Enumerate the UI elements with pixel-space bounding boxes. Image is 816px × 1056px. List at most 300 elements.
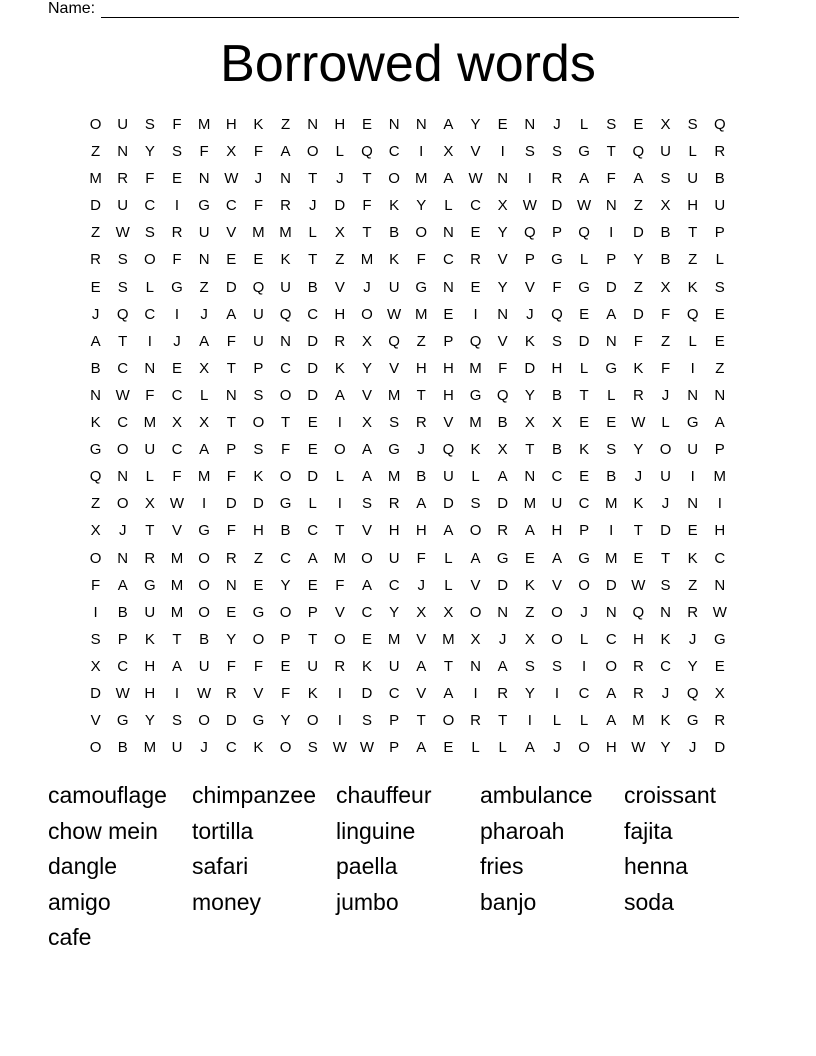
grid-letter[interactable]: J: [118, 522, 127, 540]
grid-letter[interactable]: P: [714, 224, 725, 242]
grid-letter[interactable]: D: [605, 576, 617, 594]
grid-letter[interactable]: T: [308, 170, 318, 188]
grid-letter[interactable]: L: [471, 739, 480, 757]
grid-letter[interactable]: H: [415, 522, 427, 540]
grid-letter[interactable]: O: [605, 657, 618, 675]
grid-letter[interactable]: N: [280, 332, 291, 350]
grid-letter[interactable]: U: [117, 197, 129, 215]
grid-letter[interactable]: M: [604, 495, 618, 513]
grid-letter[interactable]: L: [498, 739, 507, 757]
grid-letter[interactable]: A: [579, 170, 590, 188]
grid-letter[interactable]: G: [252, 603, 265, 621]
grid-letter[interactable]: A: [606, 684, 617, 702]
grid-letter[interactable]: J: [526, 305, 534, 323]
grid-letter[interactable]: N: [524, 468, 536, 486]
grid-letter[interactable]: Y: [280, 576, 291, 594]
grid-letter[interactable]: M: [604, 549, 618, 567]
grid-letter[interactable]: T: [443, 657, 453, 675]
grid-letter[interactable]: X: [443, 603, 454, 621]
grid-letter[interactable]: E: [443, 305, 454, 323]
grid-letter[interactable]: L: [607, 386, 616, 404]
grid-letter[interactable]: Z: [688, 251, 698, 269]
grid-letter[interactable]: X: [171, 414, 182, 432]
grid-letter[interactable]: R: [144, 549, 156, 567]
grid-letter[interactable]: Z: [90, 224, 101, 242]
grid-letter[interactable]: S: [551, 143, 562, 161]
grid-letter[interactable]: M: [360, 251, 374, 269]
grid-letter[interactable]: U: [252, 305, 264, 323]
grid-letter[interactable]: G: [686, 414, 699, 432]
grid-letter[interactable]: Q: [361, 143, 373, 161]
grid-letter[interactable]: A: [497, 468, 508, 486]
grid-letter[interactable]: C: [225, 739, 237, 757]
grid-letter[interactable]: X: [334, 224, 345, 242]
grid-letter[interactable]: G: [388, 441, 400, 459]
grid-letter[interactable]: D: [524, 359, 536, 377]
grid-letter[interactable]: W: [332, 739, 347, 757]
grid-letter[interactable]: V: [171, 522, 182, 540]
grid-letter[interactable]: S: [660, 170, 671, 188]
grid-letter[interactable]: S: [144, 116, 155, 133]
grid-letter[interactable]: D: [225, 712, 237, 730]
grid-letter[interactable]: I: [690, 359, 695, 377]
grid-letter[interactable]: E: [253, 251, 264, 269]
grid-letter[interactable]: O: [306, 143, 319, 161]
grid-letter[interactable]: N: [687, 386, 699, 404]
grid-letter[interactable]: L: [444, 549, 453, 567]
grid-letter[interactable]: K: [524, 332, 535, 350]
grid-letter[interactable]: L: [335, 468, 344, 486]
grid-letter[interactable]: Y: [633, 251, 644, 269]
grid-letter[interactable]: E: [171, 170, 182, 188]
grid-letter[interactable]: U: [280, 278, 291, 296]
grid-letter[interactable]: D: [714, 739, 726, 757]
grid-letter[interactable]: C: [307, 305, 319, 323]
grid-letter[interactable]: P: [579, 522, 590, 540]
grid-letter[interactable]: I: [337, 495, 342, 513]
grid-letter[interactable]: I: [473, 684, 478, 702]
grid-letter[interactable]: H: [388, 522, 400, 540]
grid-letter[interactable]: M: [170, 549, 184, 567]
grid-letter[interactable]: M: [469, 414, 482, 432]
grid-letter[interactable]: L: [579, 359, 589, 377]
grid-letter[interactable]: N: [442, 278, 454, 296]
grid-letter[interactable]: A: [199, 332, 210, 350]
grid-letter[interactable]: C: [578, 495, 590, 513]
grid-letter[interactable]: S: [714, 278, 725, 296]
grid-letter[interactable]: O: [361, 549, 373, 567]
grid-letter[interactable]: D: [307, 468, 319, 486]
grid-letter[interactable]: E: [361, 630, 372, 648]
grid-letter[interactable]: W: [115, 224, 130, 242]
grid-letter[interactable]: C: [144, 197, 156, 215]
grid-letter[interactable]: K: [90, 414, 101, 432]
grid-letter[interactable]: O: [89, 739, 102, 757]
grid-letter[interactable]: P: [551, 224, 562, 242]
grid-letter[interactable]: O: [198, 576, 210, 594]
grid-letter[interactable]: D: [225, 278, 237, 296]
grid-letter[interactable]: N: [714, 576, 726, 594]
grid-letter[interactable]: A: [416, 657, 427, 675]
grid-letter[interactable]: R: [714, 143, 726, 161]
grid-letter[interactable]: Q: [632, 603, 645, 621]
grid-letter[interactable]: F: [226, 522, 236, 540]
grid-letter[interactable]: X: [144, 495, 155, 513]
grid-letter[interactable]: U: [442, 468, 454, 486]
grid-letter[interactable]: X: [199, 359, 210, 377]
grid-letter[interactable]: N: [714, 386, 726, 404]
grid-letter[interactable]: P: [389, 712, 400, 730]
grid-letter[interactable]: Z: [525, 603, 535, 621]
grid-letter[interactable]: G: [116, 712, 129, 730]
grid-letter[interactable]: D: [225, 495, 237, 513]
grid-letter[interactable]: V: [361, 522, 372, 540]
grid-letter[interactable]: X: [660, 116, 671, 133]
grid-letter[interactable]: A: [470, 549, 481, 567]
grid-letter[interactable]: H: [144, 684, 156, 702]
grid-letter[interactable]: E: [633, 549, 644, 567]
grid-letter[interactable]: M: [387, 468, 401, 486]
grid-letter[interactable]: R: [171, 224, 183, 242]
grid-letter[interactable]: U: [388, 657, 400, 675]
grid-letter[interactable]: T: [660, 549, 671, 567]
grid-letter[interactable]: G: [415, 278, 428, 296]
grid-letter[interactable]: X: [524, 414, 535, 432]
grid-letter[interactable]: Y: [633, 441, 644, 459]
grid-letter[interactable]: O: [388, 170, 400, 188]
grid-letter[interactable]: D: [90, 684, 101, 702]
grid-letter[interactable]: Q: [116, 305, 129, 323]
grid-letter[interactable]: V: [470, 143, 481, 161]
grid-letter[interactable]: R: [470, 712, 481, 730]
grid-letter[interactable]: O: [551, 630, 563, 648]
grid-letter[interactable]: T: [688, 224, 698, 242]
grid-letter[interactable]: O: [442, 712, 455, 730]
grid-letter[interactable]: D: [334, 197, 346, 215]
grid-letter[interactable]: S: [551, 332, 562, 350]
grid-letter[interactable]: L: [688, 143, 697, 161]
grid-letter[interactable]: H: [252, 522, 264, 540]
grid-letter[interactable]: N: [388, 116, 400, 133]
grid-letter[interactable]: N: [117, 549, 129, 567]
grid-letter[interactable]: S: [551, 657, 562, 675]
grid-letter[interactable]: C: [551, 468, 563, 486]
grid-letter[interactable]: T: [226, 414, 236, 432]
grid-letter[interactable]: S: [361, 712, 372, 730]
grid-letter[interactable]: K: [253, 116, 264, 133]
grid-letter[interactable]: Z: [253, 549, 263, 567]
grid-letter[interactable]: X: [497, 197, 508, 215]
grid-letter[interactable]: L: [471, 468, 480, 486]
grid-letter[interactable]: M: [170, 576, 184, 594]
grid-letter[interactable]: X: [524, 630, 535, 648]
grid-letter[interactable]: T: [416, 386, 426, 404]
grid-letter[interactable]: J: [498, 630, 507, 648]
grid-letter[interactable]: B: [606, 468, 617, 486]
grid-letter[interactable]: N: [307, 116, 319, 133]
grid-letter[interactable]: O: [279, 468, 292, 486]
grid-letter[interactable]: A: [334, 386, 345, 404]
grid-letter[interactable]: K: [660, 712, 671, 730]
grid-letter[interactable]: E: [714, 305, 725, 323]
grid-letter[interactable]: L: [688, 332, 697, 350]
grid-letter[interactable]: N: [225, 386, 237, 404]
grid-letter[interactable]: O: [469, 603, 482, 621]
grid-letter[interactable]: D: [551, 197, 563, 215]
grid-letter[interactable]: L: [145, 278, 155, 296]
grid-letter[interactable]: M: [387, 386, 401, 404]
grid-letter[interactable]: C: [361, 603, 373, 621]
grid-letter[interactable]: V: [226, 224, 237, 242]
grid-letter[interactable]: O: [279, 603, 292, 621]
grid-letter[interactable]: P: [389, 739, 400, 757]
grid-letter[interactable]: Y: [361, 359, 372, 377]
grid-letter[interactable]: D: [361, 684, 373, 702]
grid-letter[interactable]: B: [551, 441, 562, 459]
grid-letter[interactable]: U: [252, 332, 264, 350]
grid-letter[interactable]: R: [334, 332, 346, 350]
grid-letter[interactable]: I: [147, 332, 152, 350]
grid-letter[interactable]: S: [117, 278, 128, 296]
grid-letter[interactable]: Y: [524, 386, 535, 404]
grid-letter[interactable]: A: [443, 522, 454, 540]
grid-letter[interactable]: U: [687, 170, 699, 188]
grid-letter[interactable]: J: [580, 603, 588, 621]
grid-letter[interactable]: X: [551, 414, 562, 432]
grid-letter[interactable]: X: [361, 332, 372, 350]
grid-letter[interactable]: J: [661, 684, 670, 702]
grid-letter[interactable]: E: [253, 576, 264, 594]
grid-letter[interactable]: T: [606, 143, 616, 161]
grid-letter[interactable]: R: [225, 684, 237, 702]
grid-letter[interactable]: R: [117, 170, 129, 188]
grid-letter[interactable]: I: [93, 603, 98, 621]
grid-letter[interactable]: R: [225, 549, 237, 567]
grid-letter[interactable]: F: [362, 197, 372, 215]
grid-letter[interactable]: P: [280, 630, 291, 648]
grid-letter[interactable]: F: [280, 684, 291, 702]
grid-letter[interactable]: O: [252, 414, 265, 432]
grid-letter[interactable]: H: [605, 739, 617, 757]
grid-letter[interactable]: Q: [632, 143, 645, 161]
grid-letter[interactable]: Z: [280, 116, 291, 133]
grid-letter[interactable]: U: [171, 739, 183, 757]
grid-letter[interactable]: G: [551, 251, 563, 269]
grid-letter[interactable]: C: [388, 684, 400, 702]
grid-letter[interactable]: W: [468, 170, 483, 188]
grid-letter[interactable]: C: [171, 441, 183, 459]
grid-letter[interactable]: N: [90, 386, 101, 404]
grid-letter[interactable]: Y: [660, 739, 671, 757]
grid-letter[interactable]: R: [632, 684, 644, 702]
grid-letter[interactable]: I: [337, 414, 342, 432]
grid-letter[interactable]: A: [307, 549, 318, 567]
grid-letter[interactable]: O: [279, 386, 292, 404]
grid-letter[interactable]: A: [90, 332, 101, 350]
grid-letter[interactable]: K: [633, 359, 644, 377]
grid-letter[interactable]: V: [389, 359, 400, 377]
grid-letter[interactable]: X: [714, 684, 725, 702]
grid-letter[interactable]: L: [308, 495, 317, 513]
grid-letter[interactable]: X: [226, 143, 237, 161]
grid-letter[interactable]: W: [631, 414, 646, 432]
grid-letter[interactable]: O: [198, 712, 210, 730]
grid-letter[interactable]: B: [416, 468, 427, 486]
grid-letter[interactable]: J: [254, 170, 263, 188]
grid-letter[interactable]: V: [497, 332, 508, 350]
grid-letter[interactable]: Z: [633, 197, 643, 215]
grid-letter[interactable]: F: [145, 170, 155, 188]
grid-letter[interactable]: T: [362, 170, 372, 188]
grid-letter[interactable]: U: [660, 468, 671, 486]
grid-letter[interactable]: R: [280, 197, 291, 215]
grid-letter[interactable]: F: [226, 657, 236, 675]
grid-letter[interactable]: V: [90, 712, 101, 730]
grid-letter[interactable]: Q: [279, 305, 292, 323]
grid-letter[interactable]: G: [686, 712, 699, 730]
grid-letter[interactable]: B: [90, 359, 101, 377]
grid-letter[interactable]: I: [174, 305, 180, 323]
grid-letter[interactable]: E: [714, 657, 725, 675]
grid-letter[interactable]: P: [714, 441, 725, 459]
grid-letter[interactable]: C: [280, 359, 291, 377]
grid-letter[interactable]: S: [470, 495, 481, 513]
grid-letter[interactable]: U: [388, 549, 400, 567]
grid-letter[interactable]: O: [116, 495, 129, 513]
grid-letter[interactable]: H: [714, 522, 726, 540]
grid-letter[interactable]: C: [117, 414, 129, 432]
grid-letter[interactable]: W: [169, 495, 185, 513]
grid-letter[interactable]: D: [632, 224, 644, 242]
grid-letter[interactable]: G: [279, 495, 292, 513]
grid-letter[interactable]: K: [144, 630, 155, 648]
grid-letter[interactable]: Q: [713, 116, 726, 133]
grid-letter[interactable]: R: [497, 522, 509, 540]
grid-letter[interactable]: F: [633, 332, 643, 350]
grid-letter[interactable]: E: [579, 414, 590, 432]
grid-letter[interactable]: X: [90, 522, 101, 540]
grid-letter[interactable]: E: [361, 116, 372, 133]
grid-letter[interactable]: M: [713, 468, 727, 486]
grid-letter[interactable]: T: [308, 630, 318, 648]
grid-letter[interactable]: T: [633, 522, 643, 540]
grid-letter[interactable]: I: [500, 143, 505, 161]
grid-letter[interactable]: I: [473, 305, 478, 323]
grid-letter[interactable]: T: [118, 332, 128, 350]
grid-letter[interactable]: G: [198, 197, 210, 215]
grid-letter[interactable]: Q: [442, 441, 455, 459]
grid-letter[interactable]: D: [252, 495, 264, 513]
grid-letter[interactable]: O: [89, 549, 102, 567]
grid-letter[interactable]: O: [198, 549, 210, 567]
grid-letter[interactable]: A: [361, 441, 372, 459]
grid-letter[interactable]: F: [253, 143, 263, 161]
grid-letter[interactable]: V: [334, 278, 345, 296]
grid-letter[interactable]: U: [388, 278, 400, 296]
grid-letter[interactable]: J: [336, 170, 344, 188]
grid-letter[interactable]: T: [362, 224, 372, 242]
grid-letter[interactable]: E: [579, 468, 590, 486]
grid-letter[interactable]: O: [89, 116, 102, 133]
grid-letter[interactable]: C: [117, 657, 129, 675]
grid-letter[interactable]: O: [578, 576, 590, 594]
grid-letter[interactable]: L: [579, 116, 589, 133]
grid-letter[interactable]: J: [173, 332, 181, 350]
grid-letter[interactable]: A: [524, 739, 535, 757]
grid-letter[interactable]: O: [334, 630, 346, 648]
grid-letter[interactable]: T: [416, 712, 426, 730]
grid-letter[interactable]: S: [524, 657, 535, 675]
grid-letter[interactable]: K: [361, 657, 372, 675]
grid-letter[interactable]: E: [171, 359, 182, 377]
grid-letter[interactable]: S: [90, 630, 101, 648]
grid-letter[interactable]: K: [660, 630, 671, 648]
grid-letter[interactable]: J: [553, 739, 561, 757]
grid-letter[interactable]: E: [714, 332, 725, 350]
grid-letter[interactable]: O: [306, 712, 319, 730]
grid-letter[interactable]: I: [582, 657, 587, 675]
grid-letter[interactable]: R: [632, 657, 644, 675]
grid-letter[interactable]: F: [226, 332, 236, 350]
grid-letter[interactable]: L: [145, 468, 155, 486]
name-field[interactable]: [48, 0, 739, 18]
grid-letter[interactable]: D: [660, 522, 671, 540]
grid-letter[interactable]: E: [90, 278, 101, 296]
grid-letter[interactable]: H: [144, 657, 156, 675]
grid-letter[interactable]: L: [661, 414, 670, 432]
grid-letter[interactable]: Y: [524, 684, 535, 702]
grid-letter[interactable]: F: [253, 657, 263, 675]
grid-letter[interactable]: B: [714, 170, 725, 188]
grid-letter[interactable]: U: [144, 441, 156, 459]
grid-letter[interactable]: E: [497, 116, 508, 133]
grid-letter[interactable]: M: [469, 359, 482, 377]
grid-letter[interactable]: A: [443, 684, 454, 702]
grid-letter[interactable]: G: [578, 278, 590, 296]
grid-letter[interactable]: S: [307, 739, 318, 757]
grid-letter[interactable]: A: [551, 549, 562, 567]
grid-letter[interactable]: A: [171, 657, 182, 675]
grid-letter[interactable]: O: [116, 441, 129, 459]
grid-letter[interactable]: R: [415, 414, 427, 432]
grid-letter[interactable]: X: [199, 414, 210, 432]
grid-letter[interactable]: B: [660, 224, 671, 242]
grid-letter[interactable]: M: [523, 495, 537, 513]
grid-letter[interactable]: S: [389, 414, 400, 432]
grid-letter[interactable]: Y: [144, 712, 155, 730]
grid-letter[interactable]: Z: [633, 278, 643, 296]
grid-letter[interactable]: Q: [523, 224, 536, 242]
grid-letter[interactable]: A: [443, 116, 454, 133]
grid-letter[interactable]: J: [553, 116, 561, 133]
grid-letter[interactable]: G: [469, 386, 482, 404]
grid-letter[interactable]: E: [443, 739, 454, 757]
grid-letter[interactable]: I: [337, 712, 342, 730]
grid-letter[interactable]: W: [712, 603, 727, 621]
grid-letter[interactable]: L: [444, 197, 453, 215]
grid-letter[interactable]: E: [470, 278, 481, 296]
grid-letter[interactable]: Z: [90, 143, 101, 161]
grid-letter[interactable]: O: [144, 251, 156, 269]
grid-letter[interactable]: N: [605, 603, 617, 621]
grid-letter[interactable]: U: [198, 657, 210, 675]
grid-letter[interactable]: I: [554, 684, 560, 702]
grid-letter[interactable]: U: [551, 495, 563, 513]
grid-letter[interactable]: N: [497, 305, 509, 323]
grid-letter[interactable]: T: [172, 630, 182, 648]
grid-letter[interactable]: B: [307, 278, 318, 296]
grid-letter[interactable]: K: [687, 278, 698, 296]
